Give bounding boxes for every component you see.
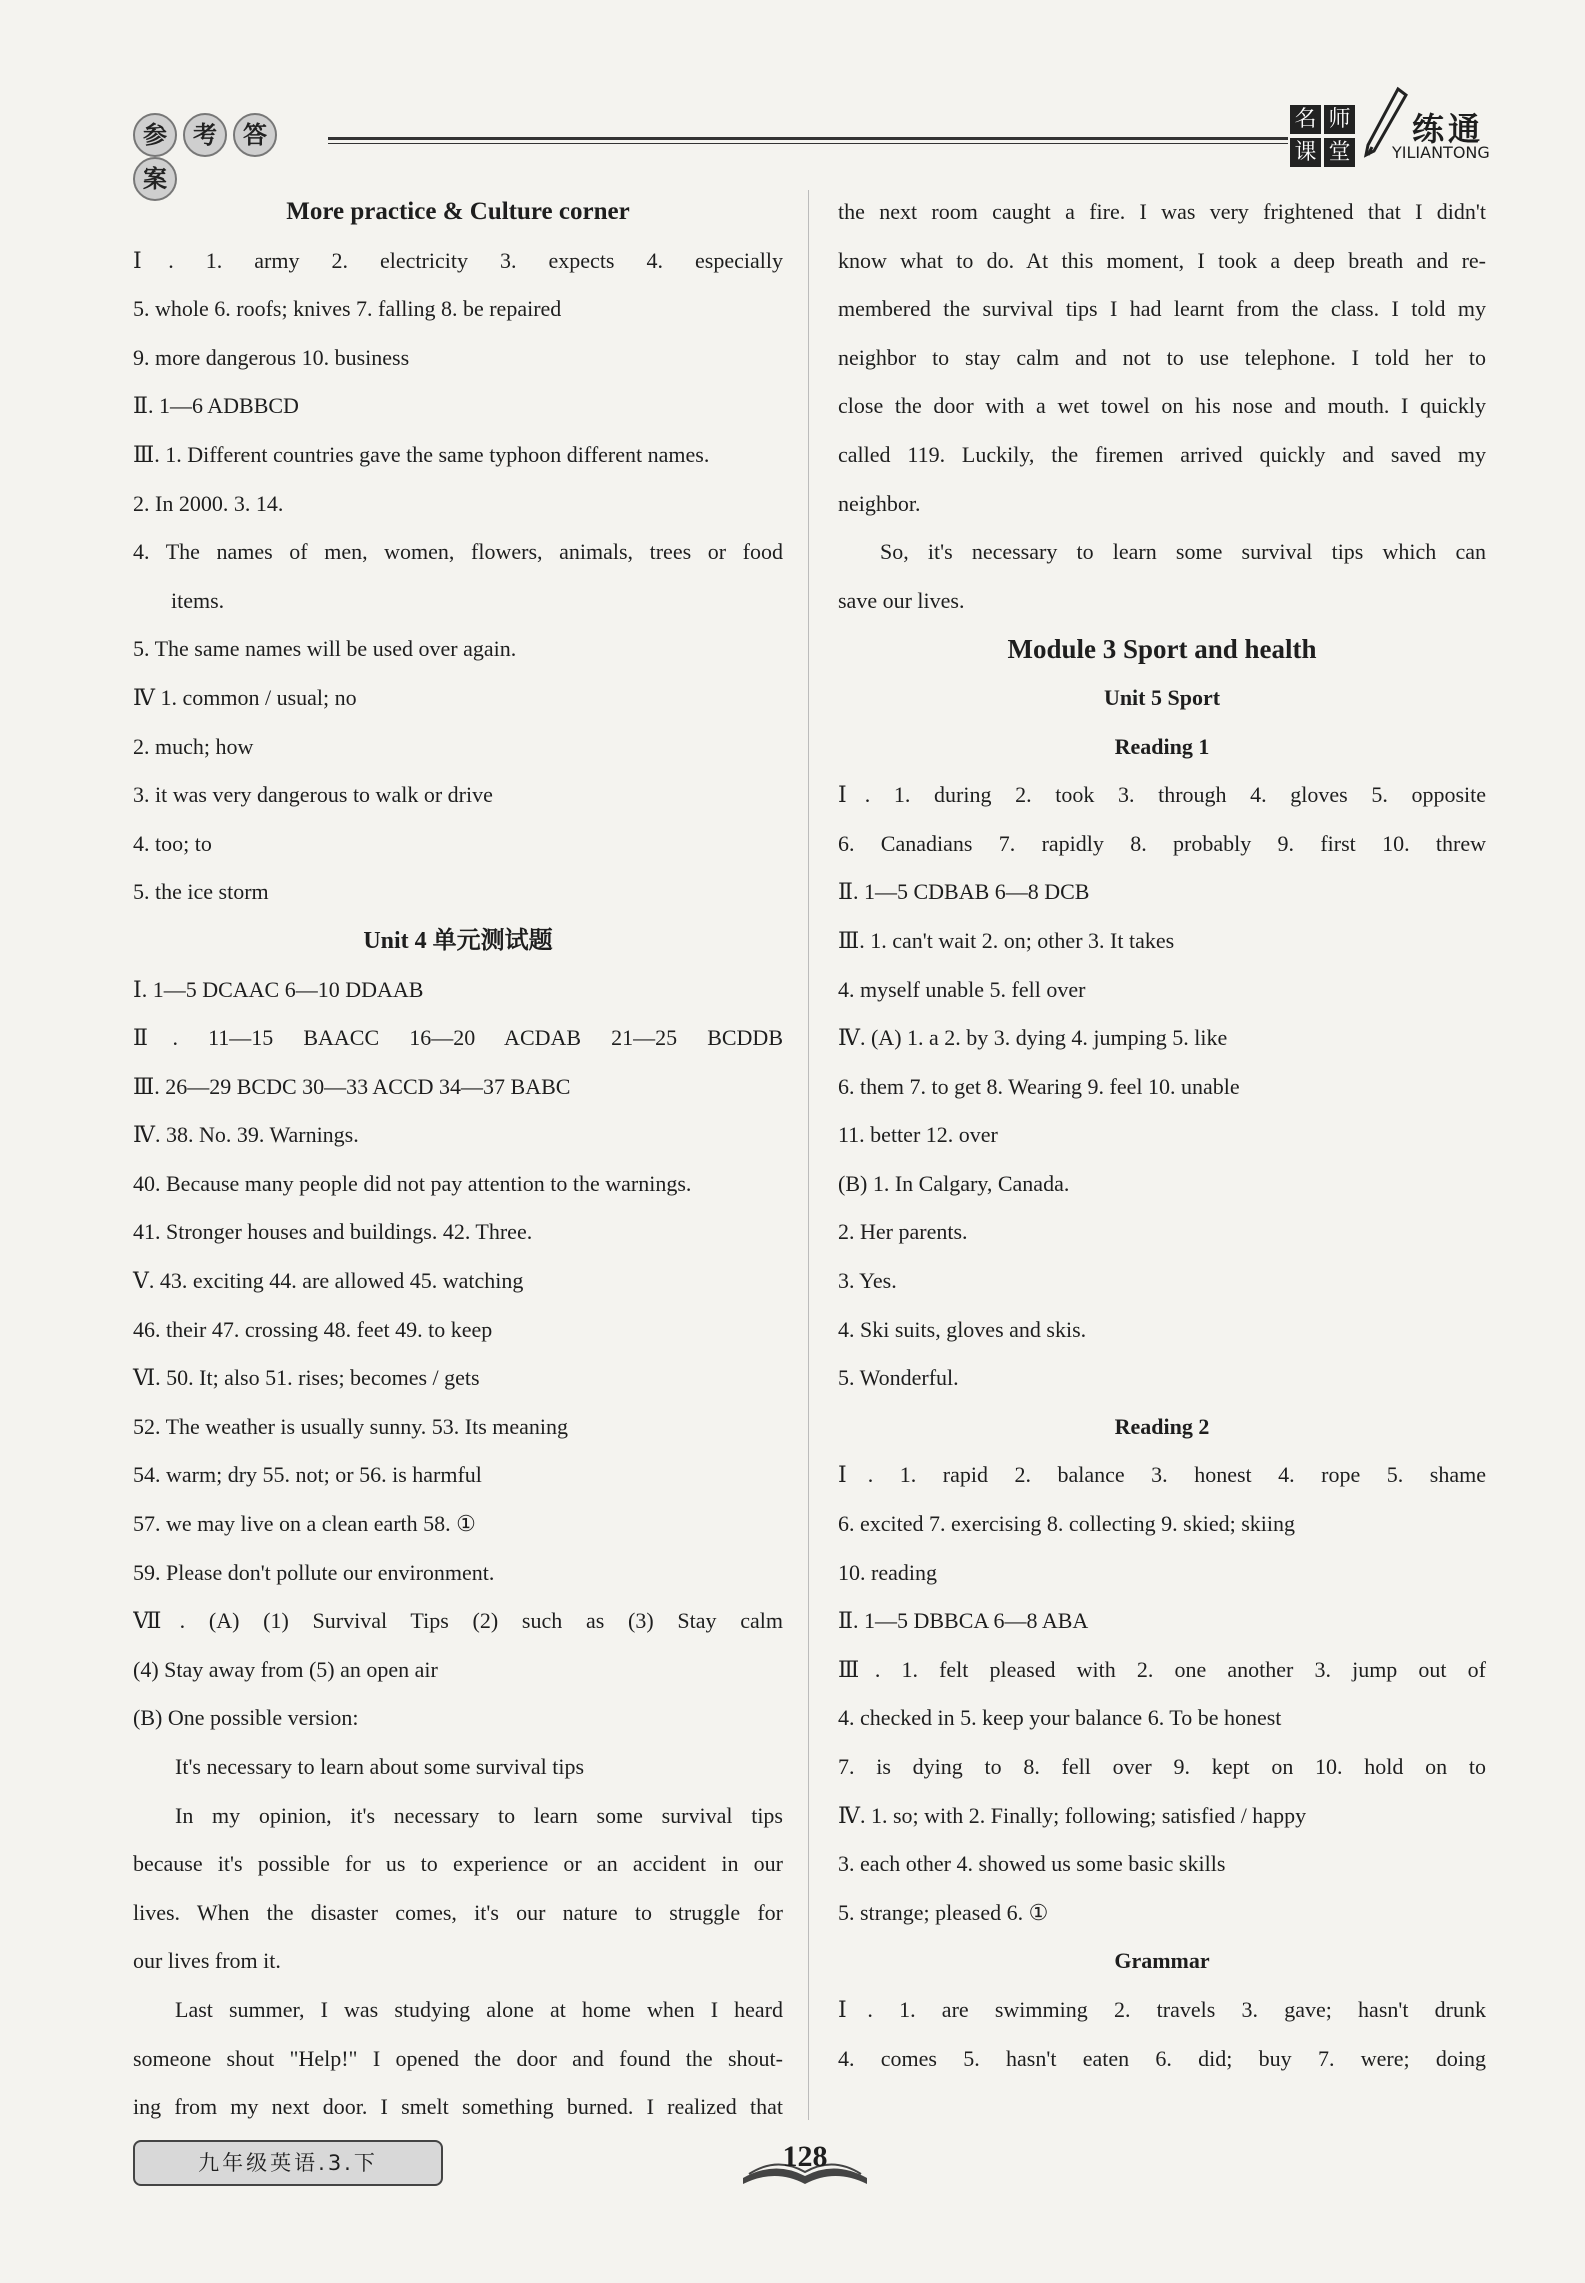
reference-answers-badge <box>133 113 325 193</box>
answer-line: Ⅰ. 1—5 DCAAC 6—10 DDAAB <box>133 976 424 1002</box>
answer-line: Ⅱ. 1—5 DBBCA 6—8 ABA <box>838 1608 1089 1634</box>
answer-line: save our lives. <box>838 587 965 613</box>
answer-line: Ⅳ. 38. No. 39. Warnings. <box>133 1122 359 1148</box>
publisher-logo <box>1290 105 1360 171</box>
section-heading: Module 3 Sport and health <box>1007 634 1317 665</box>
answer-line: Ⅱ. 11—15 BAACC 16—20 ACDAB 21—25 BCDDB <box>133 1025 783 1051</box>
answer-line: (4) Stay away from (5) an open air <box>133 1656 438 1682</box>
answer-line: 52. The weather is usually sunny. 53. Its meaning <box>133 1413 569 1439</box>
answer-line: 4. checked in 5. keep your balance 6. To be honest <box>838 1705 1282 1731</box>
answer-line: know what to do. At this moment, I took a deep breath and re- <box>838 247 1486 273</box>
answer-line: 9. more dangerous 10. business <box>133 344 410 370</box>
badge-char: 答 <box>233 113 277 157</box>
grade-label: 九年级英语.3.下 <box>133 2140 443 2186</box>
section-heading: More practice & Culture corner <box>286 198 630 225</box>
logo-char: 师 <box>1324 105 1355 134</box>
answer-line: 2. In 2000. 3. 14. <box>133 490 284 516</box>
answer-line: 41. Stronger houses and buildings. 42. Three. <box>133 1219 533 1245</box>
answer-line: Ⅳ. (A) 1. a 2. by 3. dying 4. jumping 5. like <box>838 1025 1228 1051</box>
answer-line: Ⅱ. 1—5 CDBAB 6—8 DCB <box>838 879 1090 905</box>
answer-line: 11. better 12. over <box>838 1122 998 1148</box>
answer-line: 46. their 47. crossing 48. feet 49. to keep <box>133 1316 493 1342</box>
section-heading: Unit 4 单元测试题 <box>363 927 553 954</box>
answer-line: 6. Canadians 7. rapidly 8. probably 9. first 10. threw <box>838 830 1486 856</box>
logo-char: 名 <box>1290 105 1321 134</box>
answer-line: So, it's necessary to learn some survival tips which can <box>880 539 1486 565</box>
answer-line: (B) One possible version: <box>133 1705 359 1731</box>
header-rule-thin <box>328 143 1288 144</box>
answer-line: Ⅰ. 1. rapid 2. balance 3. honest 4. rope 5. shame <box>838 1462 1486 1488</box>
answer-line: 3. it was very dangerous to walk or drive <box>133 782 493 808</box>
answer-line: 4. Ski suits, gloves and skis. <box>838 1316 1087 1342</box>
answer-line: 2. much; how <box>133 733 254 759</box>
right-column <box>838 188 1486 2083</box>
badge-char: 案 <box>133 157 177 201</box>
answer-line: 4. myself unable 5. fell over <box>838 976 1086 1002</box>
answer-line: called 119. Luckily, the firemen arrived quickly and saved my <box>838 441 1486 467</box>
answer-line: 3. Yes. <box>838 1268 897 1294</box>
answer-line: because it's possible for us to experience or an accident in our <box>133 1851 783 1877</box>
answer-line: 10. reading <box>838 1559 937 1585</box>
answer-line: Ⅲ. 26—29 BCDC 30—33 ACCD 34—37 BABC <box>133 1073 571 1099</box>
answer-line: Ⅲ. 1. felt pleased with 2. one another 3. jump out of <box>838 1656 1486 1682</box>
answer-line: 6. excited 7. exercising 8. collecting 9. skied; skiing <box>838 1511 1296 1537</box>
answer-line: neighbor. <box>838 490 921 516</box>
answer-line: someone shout "Help!" I opened the door and found the shout- <box>133 2045 783 2071</box>
answer-line: Ⅳ. 1. so; with 2. Finally; following; satisfied / happy <box>838 1802 1307 1828</box>
answer-line: It's necessary to learn about some survival tips <box>175 1754 585 1779</box>
answer-line: Ⅰ. 1. during 2. took 3. through 4. gloves 5. opposite <box>838 782 1486 808</box>
section-heading: Reading 1 <box>1114 733 1210 759</box>
section-heading: Grammar <box>1114 1948 1210 1974</box>
answer-line: Last summer, I was studying alone at home when I heard <box>175 1996 783 2022</box>
answer-line: 54. warm; dry 55. not; or 56. is harmful <box>133 1462 482 1488</box>
answer-line: 7. is dying to 8. fell over 9. kept on 10. hold on to <box>838 1754 1486 1779</box>
answer-line: 40. Because many people did not pay attention to the warnings. <box>133 1170 692 1196</box>
logo-char: 课 <box>1290 138 1321 167</box>
answer-line: (B) 1. In Calgary, Canada. <box>838 1170 1070 1196</box>
answer-line: items. <box>171 587 225 613</box>
answer-line: 59. Please don't pollute our environment. <box>133 1559 495 1585</box>
answer-line: Ⅱ. 1—6 ADBBCD <box>133 393 299 419</box>
answer-line: Ⅳ 1. common / usual; no <box>133 684 357 710</box>
page-header <box>0 0 1585 193</box>
answer-line: our lives from it. <box>133 1948 281 1974</box>
header-rule <box>328 137 1288 140</box>
answer-line: 3. each other 4. showed us some basic skills <box>838 1851 1226 1877</box>
answer-line: 5. The same names will be used over again. <box>133 636 517 662</box>
answer-line: Ⅶ. (A) (1) Survival Tips (2) such as (3) Stay calm <box>133 1608 783 1634</box>
answer-line: the next room caught a fire. I was very frightened that I didn't <box>838 199 1486 224</box>
answer-line: In my opinion, it's necessary to learn some survival tips <box>175 1802 783 1828</box>
answer-line: 6. them 7. to get 8. Wearing 9. feel 10. unable <box>838 1073 1240 1099</box>
answer-line: 4. The names of men, women, flowers, animals, trees or food <box>133 539 783 565</box>
badge-char: 考 <box>183 113 227 157</box>
answer-line: close the door with a wet towel on his nose and mouth. I quickly <box>838 393 1486 419</box>
section-heading: Unit 5 Sport <box>1103 684 1221 710</box>
answer-line: Ⅰ. 1. are swimming 2. travels 3. gave; hasn't drunk <box>838 1996 1486 2022</box>
answer-line: 2. Her parents. <box>838 1219 968 1245</box>
left-column <box>133 188 783 2132</box>
answer-line: Ⅵ. 50. It; also 51. rises; becomes / gets <box>133 1365 480 1391</box>
badge-char: 参 <box>133 113 177 157</box>
answer-line: 4. too; to <box>133 830 212 856</box>
answer-line: 5. the ice storm <box>133 879 269 905</box>
answer-line: lives. When the disaster comes, it's our nature to struggle for <box>133 1899 783 1925</box>
answer-line: Ⅴ. 43. exciting 44. are allowed 45. watching <box>133 1268 524 1294</box>
answer-line: Ⅲ. 1. can't wait 2. on; other 3. It takes <box>838 927 1175 953</box>
logo-subtitle: YILIANTONG <box>1392 143 1490 162</box>
answer-line: 5. Wonderful. <box>838 1365 959 1391</box>
answer-line: 57. we may live on a clean earth 58. ① <box>133 1511 476 1537</box>
answer-line: ing from my next door. I smelt something burned. I realized that <box>133 2094 783 2120</box>
answer-line: 4. comes 5. hasn't eaten 6. did; buy 7. were; doing <box>838 2045 1486 2071</box>
logo-char: 堂 <box>1324 138 1355 167</box>
answer-line: 5. whole 6. roofs; knives 7. falling 8. be repaired <box>133 296 562 322</box>
section-heading: Reading 2 <box>1114 1413 1210 1439</box>
page-number: 128 <box>782 2140 828 2173</box>
answer-line: neighbor to stay calm and not to use telephone. I told her to <box>838 344 1486 370</box>
answer-line: membered the survival tips I had learnt from the class. I told my <box>838 296 1486 322</box>
column-divider <box>808 190 809 2120</box>
answer-line: 5. strange; pleased 6. ① <box>838 1899 1049 1925</box>
logo-title: 练通 <box>1412 110 1485 148</box>
answer-line: Ⅲ. 1. Different countries gave the same typhoon different names. <box>133 441 710 467</box>
answer-line: Ⅰ. 1. army 2. electricity 3. expects 4. especially <box>133 247 783 273</box>
